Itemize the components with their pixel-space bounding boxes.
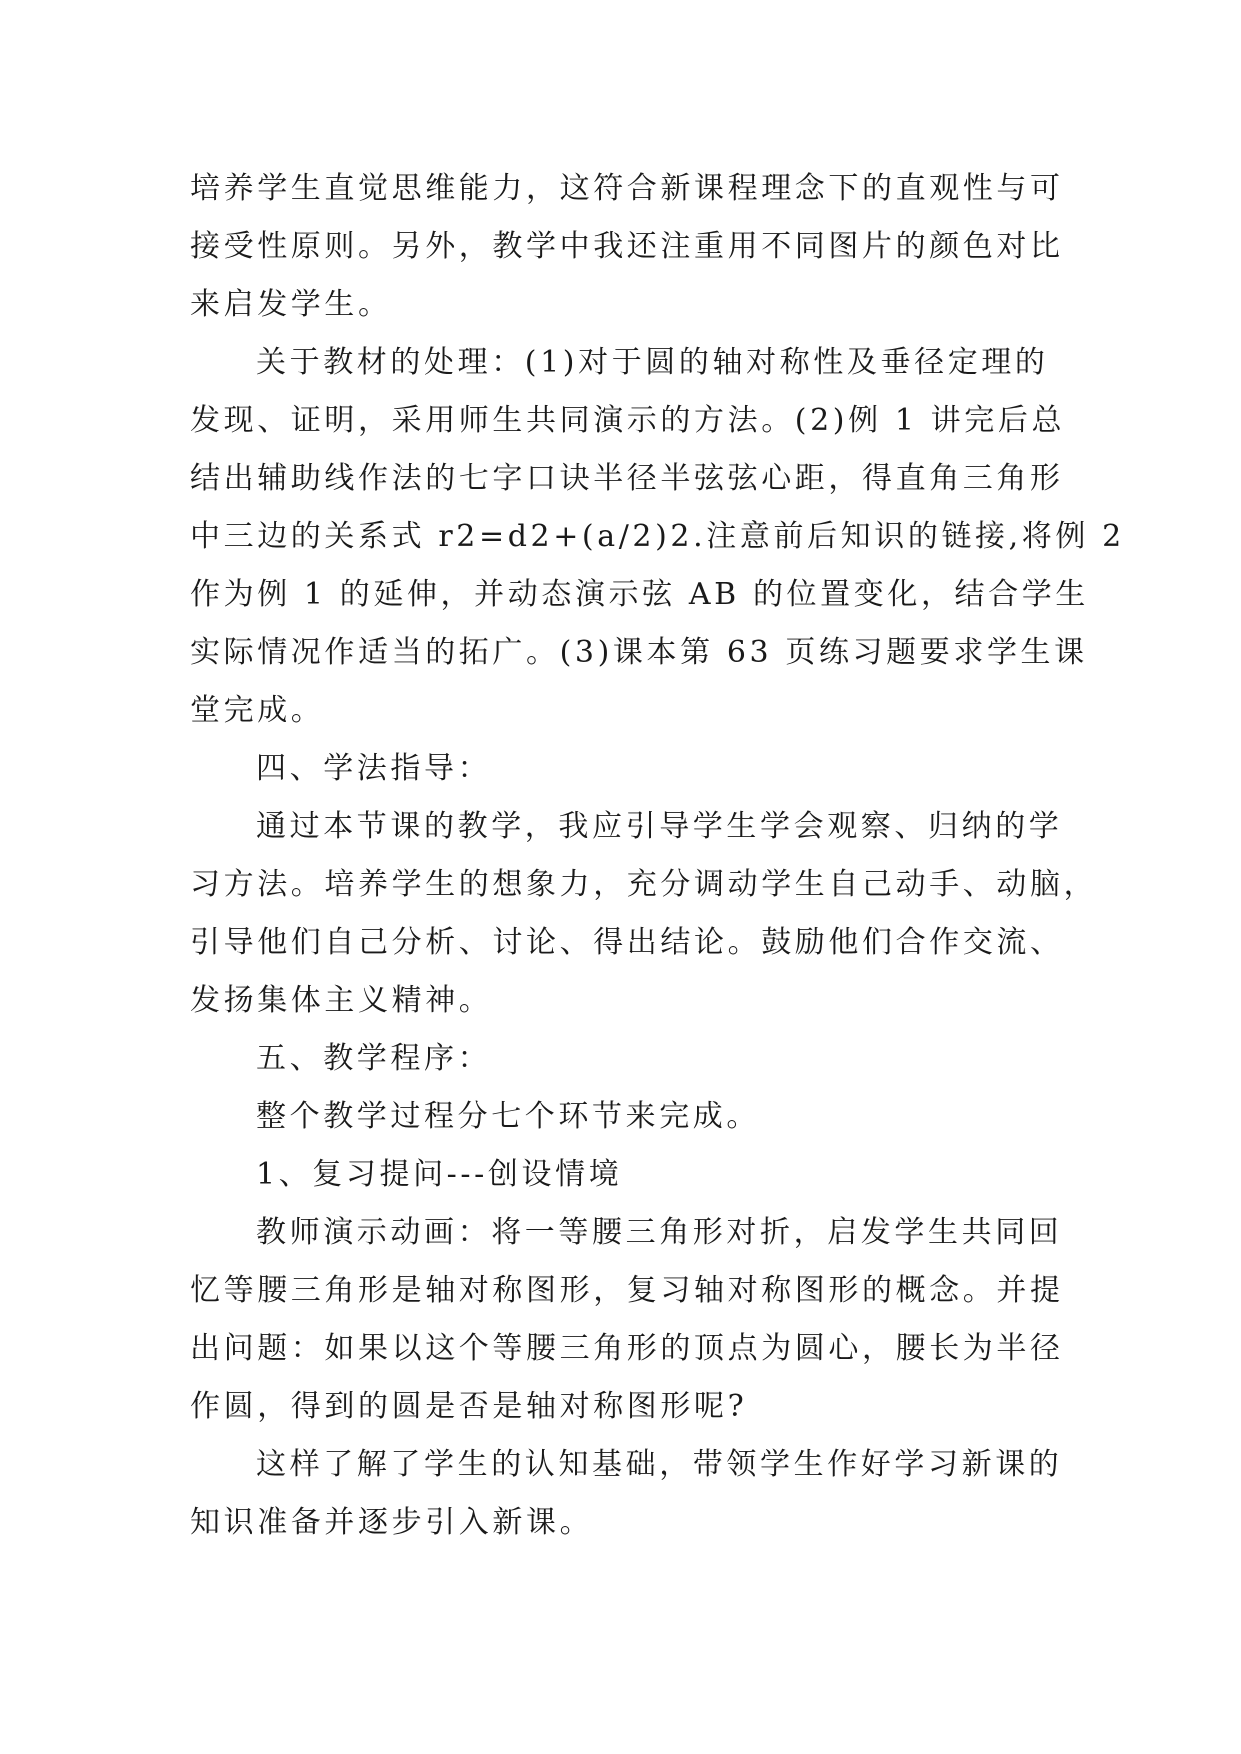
text-line: 引导他们自己分析、讨论、得出结论。鼓励他们合作交流、 <box>190 925 1064 960</box>
text-line: 实际情况作适当的拓广。(3)课本第 63 页练习题要求学生课 <box>190 635 1088 670</box>
document-page <box>190 160 1125 1552</box>
document-body <box>190 160 1125 1552</box>
text-line: 结出辅助线作法的七字口诀半径半弦弦心距，得直角三角形 <box>190 461 1064 496</box>
text-line: 接受性原则。另外，教学中我还注重用不同图片的颜色对比 <box>190 229 1064 264</box>
text-line: 出问题：如果以这个等腰三角形的顶点为圆心，腰长为半径 <box>190 1331 1064 1366</box>
text-line: 关于教材的处理：(1)对于圆的轴对称性及垂径定理的 <box>256 345 1049 380</box>
text-line: 教师演示动画：将一等腰三角形对折，启发学生共同回 <box>256 1215 1063 1250</box>
text-line: 堂完成。 <box>190 693 325 728</box>
text-line: 忆等腰三角形是轴对称图形，复习轴对称图形的概念。并提 <box>190 1273 1064 1308</box>
text-line: 发现、证明，采用师生共同演示的方法。(2)例 1 讲完后总 <box>190 403 1066 438</box>
text-line: 四、学法指导： <box>256 751 492 786</box>
text-line: 中三边的关系式 r2=d2+(a/2)2.注意前后知识的链接,将例 2 <box>190 519 1125 554</box>
text-line: 培养学生直觉思维能力，这符合新课程理念下的直观性与可 <box>190 171 1064 206</box>
text-line: 整个教学过程分七个环节来完成。 <box>256 1099 760 1134</box>
text-line: 这样了解了学生的认知基础，带领学生作好学习新课的 <box>256 1447 1063 1482</box>
text-line: 作圆，得到的圆是否是轴对称图形呢? <box>190 1389 748 1424</box>
text-line: 五、教学程序： <box>256 1041 492 1076</box>
text-line: 习方法。培养学生的想象力，充分调动学生自己动手、动脑， <box>190 867 1098 902</box>
text-line: 发扬集体主义精神。 <box>190 983 493 1018</box>
text-line: 1、复习提问---创设情境 <box>256 1157 623 1192</box>
text-line: 知识准备并逐步引入新课。 <box>190 1505 594 1540</box>
text-line: 来启发学生。 <box>190 287 392 322</box>
text-line: 作为例 1 的延伸，并动态演示弦 AB 的位置变化，结合学生 <box>190 577 1089 612</box>
text-line: 通过本节课的教学，我应引导学生学会观察、归纳的学 <box>256 809 1063 844</box>
